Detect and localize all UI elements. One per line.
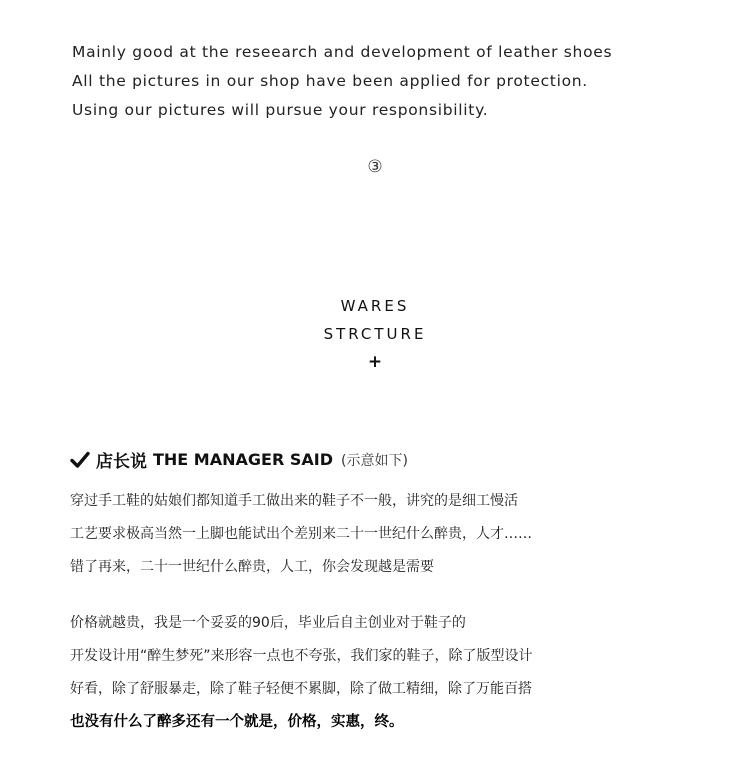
paragraph-line: 错了再来，二十一世纪什么醉贵，人工，你会发现越是需要: [70, 559, 434, 575]
intro-text: [72, 38, 612, 125]
manager-paragraph-1: [70, 485, 532, 584]
manager-paragraph-2: [70, 607, 533, 739]
intro-line: Mainly good at the reseearch and development of leather shoes: [72, 43, 613, 61]
section-number: ③: [367, 157, 383, 177]
closing-line: 也没有什么了醉多还有一个就是，价格，实惠，终。: [70, 714, 404, 730]
manager-title-cn: 店长说: [96, 452, 147, 472]
paragraph-line: 好看，除了舒服暴走，除了鞋子轻便不累脚，除了做工精细，除了万能百搭: [70, 681, 532, 697]
manager-note: (示意如下): [340, 452, 408, 469]
paragraph-line: 价格就越贵，我是一个妥妥的90后，毕业后自主创业对于鞋子的: [70, 615, 466, 631]
plus-icon: +: [367, 352, 383, 372]
paragraph-line: 开发设计用“醉生梦死”来形容一点也不夸张，我们家的鞋子，除了版型设计: [70, 648, 533, 664]
paragraph-line: 工艺要求极高当然一上脚也能试出个差别来二十一世纪什么醉贵，人才……: [70, 526, 532, 542]
structure-label: STRCTURE: [323, 325, 427, 343]
check-icon: [70, 450, 90, 470]
manager-heading: [70, 447, 408, 472]
wares-structure-title: [0, 292, 750, 376]
intro-line: Using our pictures will pursue your responsibility.: [72, 101, 489, 119]
wares-label: WARES: [340, 297, 410, 315]
paragraph-line: 穿过手工鞋的姑娘们都知道手工做出来的鞋子不一般，讲究的是细工慢活: [70, 493, 518, 509]
manager-title-en: THE MANAGER SAID: [153, 450, 333, 469]
intro-line: All the pictures in our shop have been applied for protection.: [72, 72, 588, 90]
